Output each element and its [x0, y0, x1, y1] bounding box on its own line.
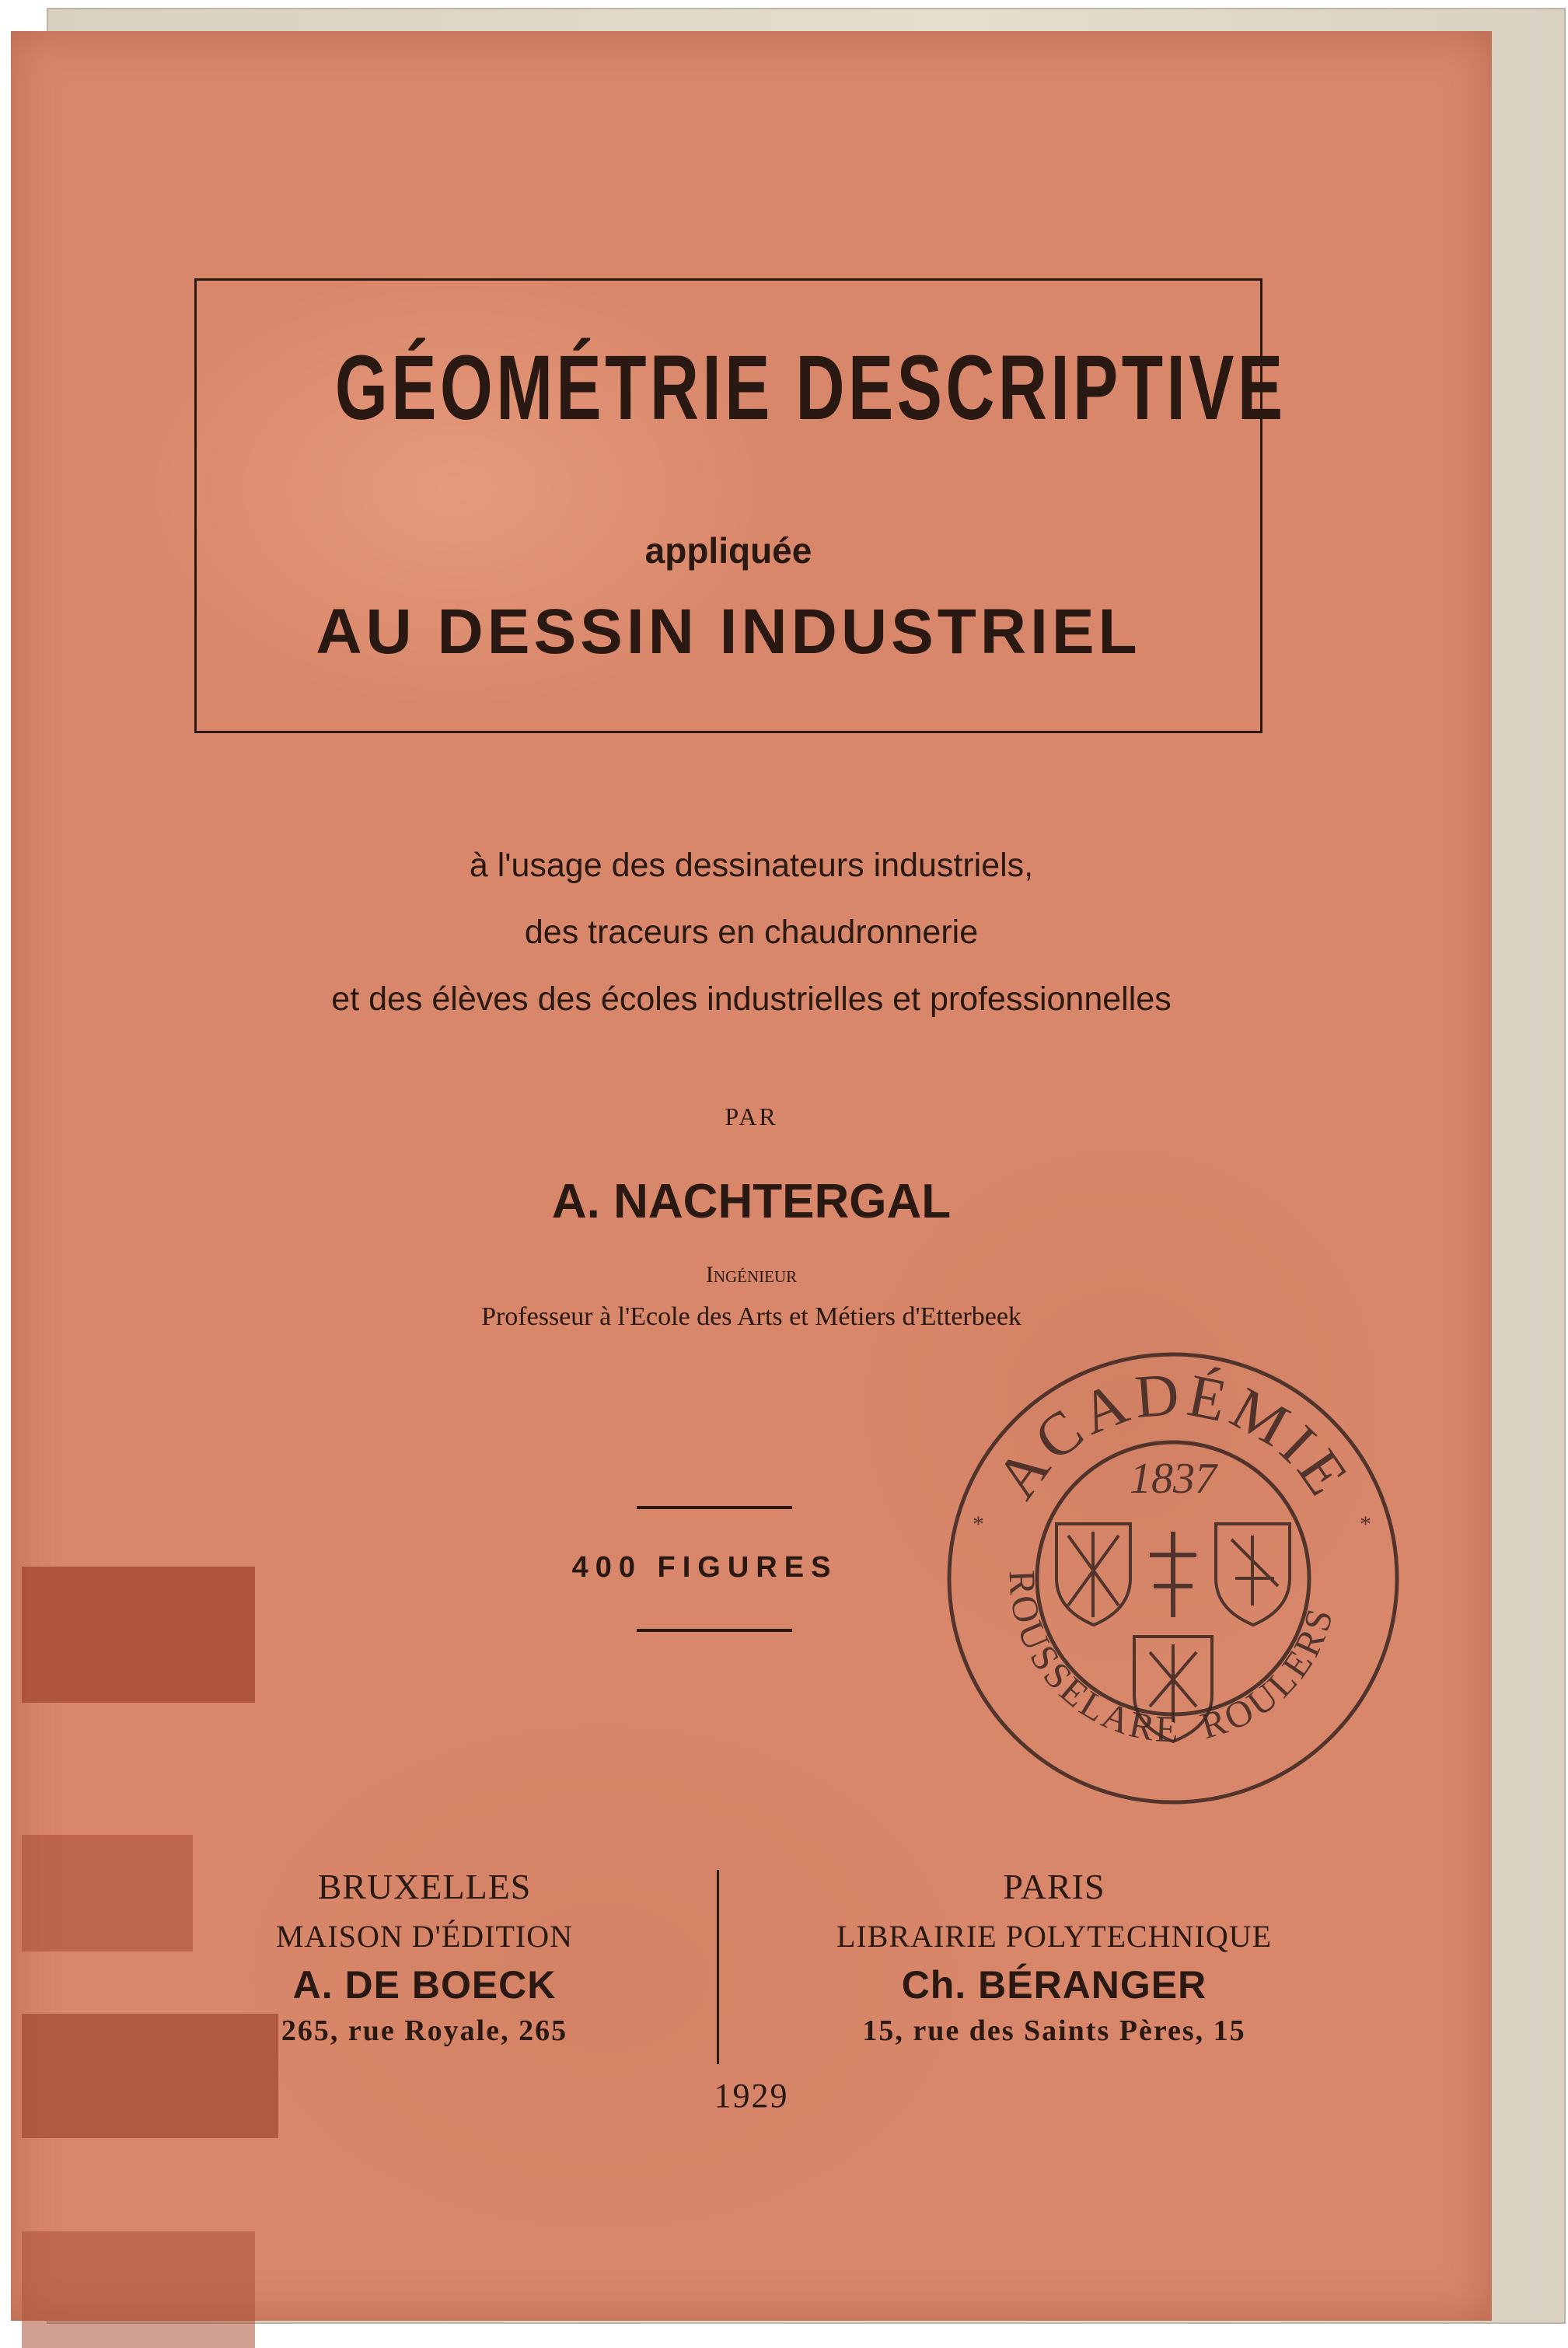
spine-tape	[22, 1567, 255, 1703]
publisher-house: LIBRAIRIE POLYTECHNIQUE	[836, 1919, 1273, 1954]
publisher-divider	[717, 1870, 719, 2064]
stamp-bottom-right-text: ROULERS	[1196, 1602, 1343, 1748]
spine-tape	[22, 2231, 255, 2348]
publisher-house: MAISON D'ÉDITION	[275, 1919, 574, 1954]
publisher-city: BRUXELLES	[317, 1867, 532, 1906]
publisher-address: 265, rue Royale, 265	[281, 2014, 568, 2047]
publisher-name: A. DE BOECK	[292, 1963, 557, 2007]
publisher-city: PARIS	[1003, 1867, 1105, 1906]
audience-line: des traceurs en chaudronnerie	[524, 914, 979, 951]
cross-icon	[1150, 1532, 1196, 1617]
svg-text:*: *	[1360, 1511, 1371, 1537]
title-frame	[194, 278, 1287, 733]
publisher-paris	[759, 1866, 1350, 2048]
stamp-top-text: ACADÉMIE	[982, 1359, 1364, 1511]
subtitle: AU DESSIN INDUSTRIEL	[316, 596, 1141, 667]
author-title: Ingénieur	[705, 1262, 798, 1288]
by-label: PAR	[725, 1102, 778, 1130]
audience-line: et des élèves des écoles industrielles et professionnelles	[331, 980, 1172, 1018]
divider-rule	[637, 1506, 792, 1509]
author-name: A. NACHTERGAL	[551, 1175, 952, 1228]
main-title: GÉOMÉTRIE DESCRIPTIVE	[334, 337, 1287, 439]
publication-year: 1929	[714, 2077, 789, 2115]
library-stamp	[940, 1345, 1406, 1812]
publisher-address: 15, rue des Saints Pères, 15	[862, 2014, 1246, 2047]
publisher-brussels	[129, 1866, 720, 2048]
stamp-bottom-left-text: ROUSSELARE	[1001, 1569, 1182, 1751]
figures-count: 400 FIGURES	[571, 1551, 838, 1584]
author-position: Professeur à l'Ecole des Arts et Métiers d'Etterbeek	[481, 1302, 1021, 1331]
svg-text:*: *	[973, 1511, 984, 1537]
audience-line: à l'usage des dessinateurs industriels,	[469, 847, 1034, 884]
title-applied-text: appliquée	[644, 530, 812, 571]
book-cover	[11, 31, 1492, 2321]
audience-text	[11, 832, 1492, 1032]
stamp-year: 1837	[1130, 1455, 1217, 1503]
publisher-name: Ch. BÉRANGER	[901, 1963, 1207, 2007]
divider-rule	[637, 1629, 792, 1632]
